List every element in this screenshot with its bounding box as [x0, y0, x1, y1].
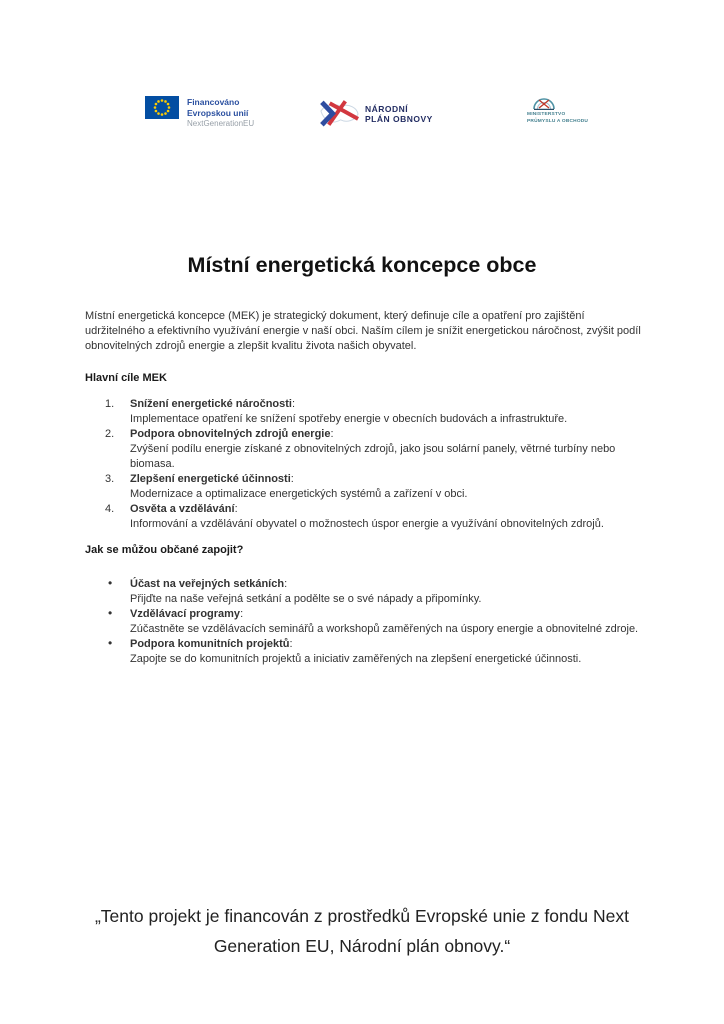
participation-list [85, 577, 644, 667]
item-description: Zapojte se do komunitních projektů a iniciativ zaměřených na zlepšení energetické účinnosti. [130, 653, 582, 665]
item-colon: : [292, 398, 296, 410]
npo-line2: PLÁN OBNOVY [365, 114, 433, 124]
list-item [85, 472, 644, 502]
section-heading-participation: Jak se můžou občané zapojit? [85, 544, 244, 556]
item-colon: : [284, 578, 288, 590]
eu-flag-icon [145, 96, 179, 119]
mpo-emblem-icon [532, 96, 556, 111]
item-term: Osvěta a vzdělávání [130, 503, 235, 515]
item-colon: : [330, 428, 334, 440]
goals-list [85, 397, 644, 532]
list-item [85, 502, 644, 532]
intro-paragraph: Místní energetická koncepce (MEK) je strategický dokument, který definuje cíle a opatření pro zajištění udržitelného a efektivního využívání energie v naší obci. Naším cílem je snížit energetickou náročnost, zvýšit podíl obnovitelných zdrojů energie a zlepšit kvalitu života našich obyvatel. [85, 310, 641, 352]
item-description: Implementace opatření ke snížení spotřeby energie v obecních budovách a infrastruktuře. [130, 413, 568, 425]
mpo-line1: MINISTERSTVO [527, 112, 566, 117]
item-term: Snížení energetické náročnosti [130, 398, 292, 410]
item-term: Podpora komunitních projektů [130, 638, 290, 650]
item-term: Vzdělávací programy [130, 608, 241, 620]
bullet-marker: • [108, 576, 113, 590]
item-colon: : [289, 638, 293, 650]
list-number: 3. [105, 473, 115, 485]
list-item [85, 397, 644, 427]
section-heading-goals: Hlavní cíle MEK [85, 372, 167, 384]
npo-logo-text [365, 104, 433, 124]
item-term: Zlepšení energetické účinnosti [130, 473, 291, 485]
bullet-marker: • [108, 636, 113, 650]
list-number: 2. [105, 428, 115, 440]
document-body [85, 309, 644, 667]
nextgeneu-label: NextGenerationEU [187, 119, 255, 128]
list-item [85, 637, 644, 667]
item-colon: : [240, 608, 244, 620]
npo-line1: NÁRODNÍ [365, 104, 409, 114]
item-description: Zúčastněte se vzdělávacích seminářů a workshopů zaměřených na úspory energie a obnovitelné zdroje. [130, 623, 639, 635]
item-description: Informování a vzdělávání obyvatel o možnostech úspor energie a využívání obnovitelných zdrojů. [130, 518, 604, 530]
list-item [85, 427, 644, 472]
ministry-industry-trade-logo [527, 96, 597, 125]
list-number: 1. [105, 398, 115, 410]
item-term: Účast na veřejných setkáních [130, 578, 285, 590]
eu-funding-line2: Evropskou unií [187, 107, 249, 118]
list-item [85, 577, 644, 607]
npo-star-icon [317, 94, 360, 134]
footer-quote-line2: Generation EU, Národní plán obnovy.“ [213, 936, 511, 956]
footer-quote-line1: „Tento projekt je financován z prostředků Evropské unie z fondu Next [94, 906, 630, 926]
item-colon: : [290, 473, 294, 485]
eu-funding-text [187, 96, 254, 129]
footer-quote [0, 901, 724, 961]
list-item [85, 607, 644, 637]
item-term: Podpora obnovitelných zdrojů energie [130, 428, 331, 440]
item-colon: : [234, 503, 238, 515]
item-description: Modernizace a optimalizace energetických systémů a zařízení v obci. [130, 488, 468, 500]
page-title: Místní energetická koncepce obce [187, 253, 537, 277]
mpo-line2: PRŮMYSLU A OBCHODU [527, 118, 589, 124]
item-description: Zvýšení podílu energie získané z obnovitelných zdrojů, jako jsou solární panely, větrné turbíny nebo biomasa. [130, 443, 616, 470]
list-number: 4. [105, 503, 115, 515]
bullet-marker: • [108, 606, 113, 620]
narodni-plan-obnovy-logo [317, 94, 433, 134]
eu-funding-logo [145, 96, 254, 129]
item-description: Přijďte na naše veřejná setkání a podělte se o své nápady a připomínky. [130, 593, 482, 605]
eu-funding-line1: Financováno [187, 97, 240, 107]
